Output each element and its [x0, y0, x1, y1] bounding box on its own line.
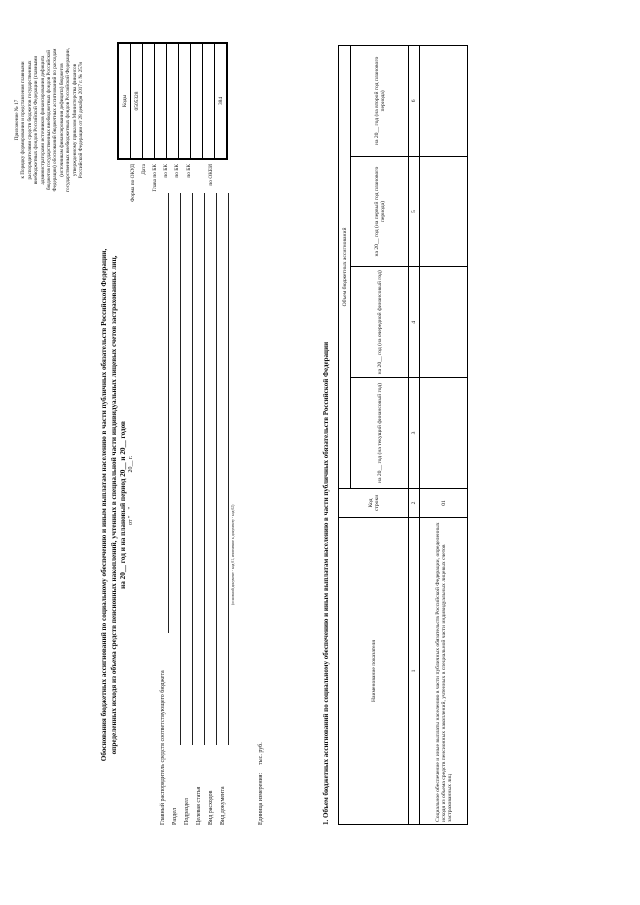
appendix-line: распорядителями средств бюджетов государственных [26, 60, 33, 180]
codes-label [195, 161, 206, 265]
codes-value[interactable]: 384 [215, 44, 227, 159]
unit-value: тыс. руб. [258, 742, 264, 765]
col-header-4: на 20__ год (на очередной финансовый год) [351, 267, 409, 378]
col-header-6: на 20__ год (на второй год планового периода) [351, 46, 409, 157]
codes-value[interactable] [155, 44, 167, 159]
col-header-code: Код строки [339, 488, 409, 517]
codes-label: по БК [174, 164, 181, 178]
title-line: определенных исходя из объема средств пенсионных накоплений, учтенных в специальной части индивидуальных лицевых счетов застрахованных лиц, [109, 255, 118, 755]
row-value-5[interactable] [420, 156, 468, 267]
appendix-line: внебюджетных фондов Российской Федерации (главными [33, 55, 40, 185]
appendix-line: администраторами источников финансирования дефицита [39, 55, 46, 185]
appendix-line: Приложение № 17 [14, 99, 20, 141]
razdel-label: Раздел [172, 808, 178, 825]
col-number: 6 [409, 46, 420, 157]
appendix-line: бюджетов государственных внебюджетных фондов Российской [46, 49, 53, 191]
date-line: от " " 20__ г. [128, 455, 134, 525]
unit-label: Единица измерения: [258, 772, 264, 825]
col-number: 3 [409, 378, 420, 489]
codes-value[interactable]: 0505328 [131, 44, 143, 159]
col-number: 1 [409, 518, 420, 825]
document-title [100, 200, 129, 810]
codes-label: по БК [185, 164, 192, 178]
glavny-label: Главный распорядитель средств соответствующего бюджета [160, 670, 166, 825]
appendix-line: Федерации) обоснований бюджетных ассигнований по расходам [52, 48, 59, 192]
codes-label-spacer [117, 161, 128, 265]
codes-value[interactable] [191, 44, 203, 159]
title-line: Обоснования бюджетных ассигнований по социальному обеспечению и иным выплатам населению в части публичных обязательств Российской Федерации, [100, 248, 108, 762]
codes-label: Глава по БК [152, 164, 159, 192]
doc-note: (основной документ - код 01, изменение к документу - код 02) [231, 504, 235, 605]
col-header-name: Наименование показателя [339, 518, 409, 825]
codes-value[interactable] [203, 44, 215, 159]
col-number: 4 [409, 267, 420, 378]
codes-label: Форма по ОКУД [130, 164, 137, 202]
budget-table [338, 45, 468, 825]
codes-labels [117, 161, 217, 265]
col-header-group: Объем бюджетных ассигнований [339, 46, 351, 489]
vid-rashodov-label: Вид расходов [208, 790, 214, 825]
podrazdel-label: Подраздел [184, 798, 190, 825]
codes-label: Дата [141, 164, 148, 175]
vid-rashodov-line[interactable] [216, 193, 217, 745]
row-name: Социальное обеспечение и иные выплаты населению в части публичных обязательств Российской Федерации, определенных исходя из объема средств пенсионных накоплений, учтенных в специальной части индивидуальных лицевых счетов застрахованных лиц [420, 518, 468, 825]
row-value-3[interactable] [420, 378, 468, 489]
codes-value[interactable] [143, 44, 155, 159]
codes-header: Коды [119, 44, 131, 159]
appendix-line: утвержденному приказом Министерства финансов [71, 63, 78, 177]
celevaya-line[interactable] [204, 193, 205, 745]
row-value-6[interactable] [420, 46, 468, 157]
codes-table [117, 42, 228, 160]
row-code: 01 [420, 488, 468, 517]
row-value-4[interactable] [420, 267, 468, 378]
podrazdel-line[interactable] [192, 193, 193, 745]
section-1-heading: 1. Объем бюджетных ассигнований по социальному обеспечению и иным выплатам населению в части публичных обязательств Российской Федерации [322, 341, 330, 825]
razdel-line[interactable] [180, 193, 181, 745]
col-header-5: на 20__ год (на первый год планового периода) [351, 156, 409, 267]
col-number: 5 [409, 156, 420, 267]
title-line: на 20__ год и на плановый период 20__ и 20__ годов [119, 421, 127, 589]
codes-label: по БК [163, 164, 170, 178]
codes-label: по ОКЕИ [207, 164, 214, 186]
codes-value[interactable] [179, 44, 191, 159]
appendix-line: к Порядку формирования и представления главными [20, 61, 27, 179]
col-number: 2 [409, 488, 420, 517]
appendix-line: Российской Федерации от 28 декабря 2017 г. № 257н [78, 61, 85, 179]
appendix-line: государственных внебюджетных фондов Российской Федерации, [65, 48, 72, 192]
appendix-line: (источникам финансирования дефицита) бюджетов [58, 63, 65, 177]
vid-dokumenta-label: Вид документа [220, 786, 226, 825]
celevaya-label: Целевая статья [196, 786, 202, 825]
vid-dokumenta-line[interactable] [228, 193, 229, 745]
codes-value[interactable] [167, 44, 179, 159]
col-header-3: на 20__ год (на текущий финансовый год) [351, 378, 409, 489]
appendix-note [14, 0, 84, 265]
